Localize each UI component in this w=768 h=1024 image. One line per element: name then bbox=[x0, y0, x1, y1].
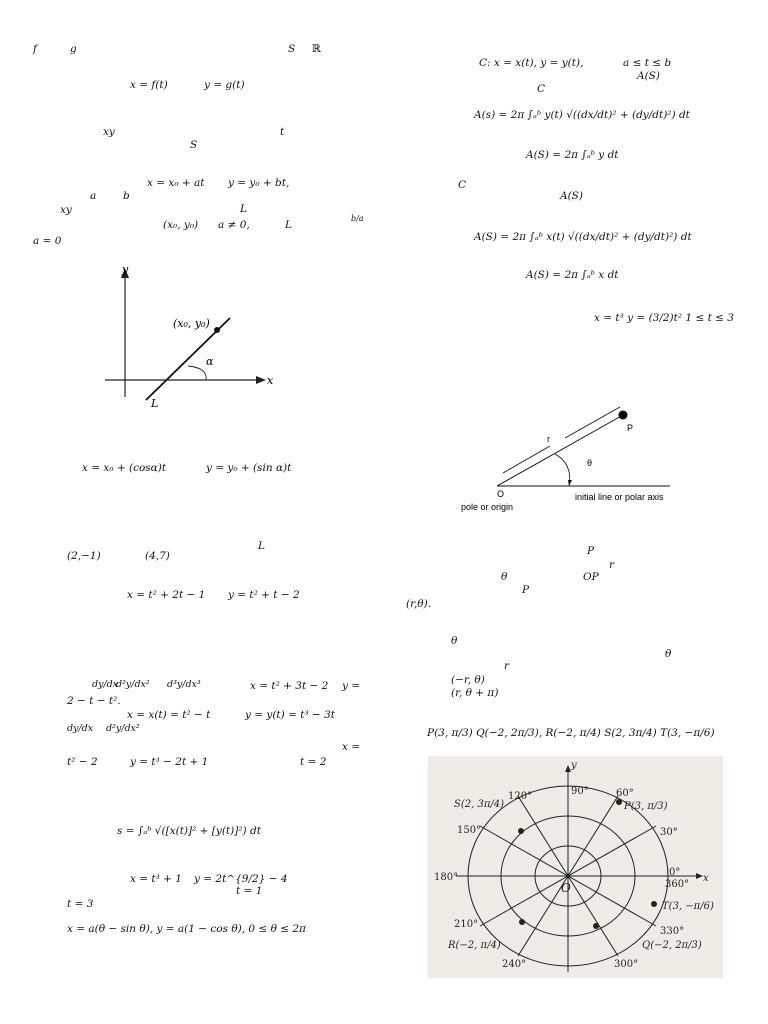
angle-240: 240° bbox=[502, 959, 527, 970]
grid-x-label: x bbox=[703, 873, 709, 884]
xy-plane: xy bbox=[103, 126, 115, 138]
polar-grid-figure bbox=[428, 756, 723, 978]
deriv-dydx: dy/dx bbox=[92, 679, 119, 690]
eq-t-3: t = 3 bbox=[67, 898, 94, 910]
grid-origin-label: O bbox=[561, 881, 571, 895]
var-a: a bbox=[90, 190, 97, 202]
polar-O-label: O bbox=[497, 489, 505, 499]
grid-R-label: R(−2, π/4) bbox=[448, 940, 501, 951]
eq-ex5-y: y = 2t^{9/2} − 4 bbox=[194, 873, 288, 885]
pair-theta-plus-pi: (r, θ + π) bbox=[451, 687, 499, 699]
deriv-d2ydx2-2: d²y/dx² bbox=[106, 723, 140, 734]
segment-OP: OP bbox=[583, 571, 599, 583]
angle-90: 90° bbox=[571, 786, 589, 797]
line-L: L bbox=[240, 203, 247, 215]
grid-Q-label: Q(−2, 2π/3) bbox=[642, 940, 702, 951]
var-S: S bbox=[288, 43, 296, 55]
angle-150: 150° bbox=[457, 825, 482, 836]
line-fig-x-label: x bbox=[267, 374, 274, 387]
line-L-3: L bbox=[258, 540, 265, 552]
point-x0y0: (x₀, y₀) bbox=[163, 219, 199, 231]
eq-t-1: t = 1 bbox=[236, 885, 263, 897]
surface-area-formula-x-axis: A(s) = 2π ∫ₐᵇ y(t) √((dx/dt)² + (dy/dt)²) dt bbox=[474, 109, 690, 121]
polar-theta-label: θ bbox=[587, 458, 593, 468]
point-P: P bbox=[587, 545, 595, 557]
point-2-neg1: (2,−1) bbox=[67, 550, 101, 562]
var-g: g bbox=[70, 43, 77, 55]
angle-0: 0° bbox=[669, 867, 681, 878]
polar-grid-svg bbox=[428, 756, 723, 978]
reals-symbol: ℝ bbox=[312, 43, 321, 55]
eq-ex2-y-start: y = bbox=[342, 680, 361, 692]
angle-360: 360° bbox=[665, 879, 690, 890]
angle-60: 60° bbox=[616, 788, 634, 799]
line-fig-point-label: (x₀, y₀) bbox=[173, 317, 210, 330]
curve-C-2: C bbox=[458, 179, 467, 191]
cond-a-zero: a = 0 bbox=[33, 235, 62, 247]
var-r: r bbox=[609, 559, 615, 571]
pole-label: pole or origin bbox=[461, 502, 514, 512]
polar-r-label: r bbox=[547, 434, 550, 444]
curve-C: C bbox=[537, 83, 546, 95]
angle-30: 30° bbox=[660, 827, 678, 838]
deriv-d2ydx2: d²y/dx² bbox=[116, 679, 150, 690]
deriv-dydx-2: dy/dx bbox=[67, 723, 94, 734]
var-S-2: S bbox=[190, 139, 198, 151]
point-4-7: (4,7) bbox=[145, 550, 170, 562]
eq-ex3-x: x = x(t) = t² − t bbox=[127, 709, 211, 721]
eq-ex-y: y = t² + t − 2 bbox=[228, 589, 300, 601]
arc-length-formula: s = ∫ₐᵇ √([x(t)]² + [y(t)]²) dt bbox=[117, 825, 261, 837]
eq-ex3-y: y = y(t) = t³ − 3t bbox=[245, 709, 336, 721]
var-theta-2: θ bbox=[451, 635, 458, 647]
line-figure bbox=[100, 262, 274, 412]
grid-T-label: T(3, −π/6) bbox=[662, 901, 714, 912]
xy-plane-2: xy bbox=[60, 204, 72, 216]
eq-ex2-y-end: 2 − t − t². bbox=[67, 695, 121, 707]
slope-b-over-a: b/a bbox=[351, 214, 364, 223]
angle-120: 120° bbox=[508, 791, 533, 802]
polar-axis-figure bbox=[455, 398, 695, 518]
var-b: b bbox=[123, 190, 130, 202]
polar-axis-label: initial line or polar axis bbox=[575, 492, 664, 502]
var-t: t bbox=[280, 126, 285, 138]
eq-curve-C: C: x = x(t), y = y(t), bbox=[479, 57, 584, 69]
eq-ex6: x = t³ y = (3/2)t² 1 ≤ t ≤ 3 bbox=[594, 312, 734, 324]
grid-P-label: P(3, π/3) bbox=[624, 801, 668, 812]
angle-210: 210° bbox=[454, 919, 479, 930]
var-f: f bbox=[33, 43, 37, 55]
polar-P-label: P bbox=[627, 423, 634, 433]
cond-a-nonzero: a ≠ 0, bbox=[218, 219, 250, 231]
surface-area-short-y: A(S) = 2π ∫ₐᵇ x dt bbox=[526, 269, 619, 281]
eq-dir-x: x = x₀ + (cosα)t bbox=[82, 462, 167, 474]
surface-area-short-x: A(S) = 2π ∫ₐᵇ y dt bbox=[526, 149, 619, 161]
eq-ex5-x: x = t³ + 1 bbox=[130, 873, 182, 885]
eq-ex4-y: y = t³ − 2t + 1 bbox=[130, 756, 209, 768]
eq-line-y: y = y₀ + bt, bbox=[228, 177, 290, 189]
area-A-S-2: A(S) bbox=[560, 190, 583, 202]
angle-330: 330° bbox=[660, 926, 685, 937]
area-A-S: A(S) bbox=[637, 70, 660, 82]
polar-pair: (r,θ). bbox=[406, 598, 432, 610]
point-P-2: P bbox=[522, 584, 530, 596]
eq-ex-x: x = t² + 2t − 1 bbox=[127, 589, 206, 601]
angle-180: 180° bbox=[434, 872, 459, 883]
eq-ex4-x-start: x = bbox=[342, 741, 361, 753]
eq-dir-y: y = y₀ + (sin α)t bbox=[206, 462, 292, 474]
var-theta-3: θ bbox=[665, 648, 672, 660]
eq-t-2: t = 2 bbox=[300, 756, 327, 768]
eq-t-range: a ≤ t ≤ b bbox=[623, 57, 672, 69]
grid-y-label: y bbox=[571, 760, 577, 771]
pair-neg-r: (−r, θ) bbox=[451, 674, 485, 686]
line-fig-L-label: L bbox=[151, 397, 159, 410]
line-L-2: L bbox=[285, 219, 292, 231]
line-fig-y-label: y bbox=[122, 263, 129, 276]
grid-S-label: S(2, 3π/4) bbox=[454, 799, 505, 810]
line-fig-alpha-label: α bbox=[206, 355, 214, 368]
var-r-2: r bbox=[504, 660, 510, 672]
eq-y-gt: y = g(t) bbox=[204, 79, 245, 91]
eq-x-ft: x = f(t) bbox=[130, 79, 168, 91]
eq-ex2-x: x = t² + 3t − 2 bbox=[250, 680, 329, 692]
surface-area-formula-y-axis: A(S) = 2π ∫ₐᵇ x(t) √((dx/dt)² + (dy/dt)²) dt bbox=[474, 231, 692, 243]
angle-300: 300° bbox=[614, 959, 639, 970]
var-theta: θ bbox=[501, 571, 508, 583]
eq-ex4-x-end: t² − 2 bbox=[67, 756, 98, 768]
deriv-d3ydx3: d³y/dx³ bbox=[167, 679, 201, 690]
eq-line-x: x = x₀ + at bbox=[147, 177, 205, 189]
points-list: P(3, π/3) Q(−2, 2π/3), R(−2, π/4) S(2, 3π/4) T(3, −π/6) bbox=[427, 727, 715, 739]
eq-cycloid: x = a(θ − sin θ), y = a(1 − cos θ), 0 ≤ θ ≤ 2π bbox=[67, 923, 306, 935]
